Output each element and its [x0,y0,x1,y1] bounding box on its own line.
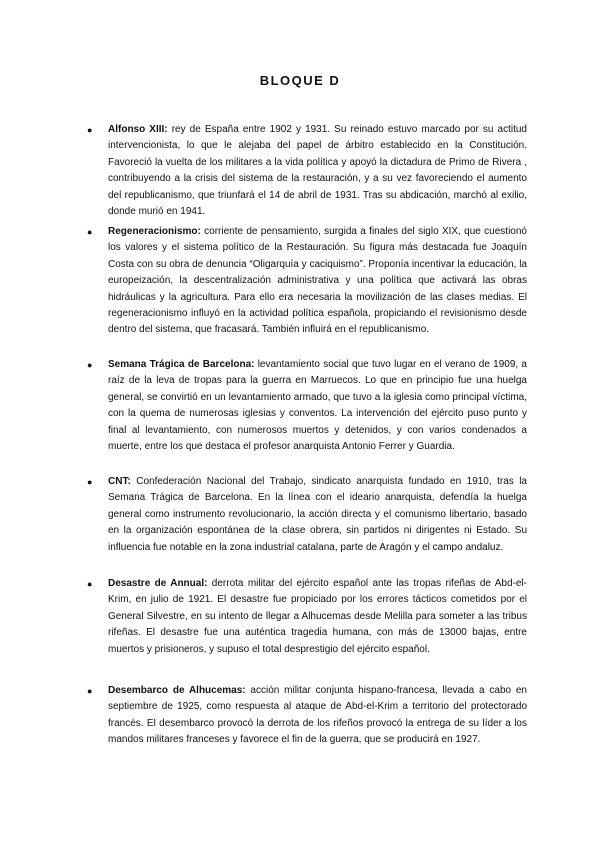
entry-term: Regeneracionismo: [108,226,201,237]
entry-description: rey de España entre 1902 y 1931. Su reinado estuvo marcado por su actitud intervencionista, lo que le alejaba del papel de árbitro establecido en la Constitución. Favoreció la vuelta de los militares a la vida política y apoyó la dictadura de Primo de Rivera , contribuyendo a la crisis del sistema de la restauración, y a su vez favoreciendo el aumento del republicanismo, que triunfará el 14 de abril de 1931. Tras su abdicación, marchó al exilio, donde murió en 1941. [108,124,527,218]
entry-paragraph [108,474,527,556]
list-item-alfonso-xiii [87,122,527,220]
entry-term: Alfonso XIII: [108,124,168,135]
entry-paragraph [108,122,527,220]
entry-term: CNT: [108,476,131,487]
bullet-icon: ● [87,686,93,696]
entry-paragraph [108,683,527,749]
bullet-icon: ● [87,227,93,237]
entry-paragraph [108,224,527,339]
entry-description: corriente de pensamiento, surgida a finales del siglo XIX, que cuestionó los valores y el sistema político de la Restauración. Su figura más destacada fue Joaquín Costa con su obra de denuncia “Oligarquía y caciquismo”. Proponía incentivar la educación, la europeización, la descentralización administrativa y una política que activará las obras hidráulicas y la agricultura. Para ello era necesaria la movilización de las clases medias. El regeneracionismo influyó en la actividad política española, propiciando el revisionismo desde dentro del sistema, que fracasará. También influirá en el republicanismo. [108,226,527,336]
entry-term: Desastre de Annual: [108,578,208,589]
list-item-desastre-annual [87,576,527,658]
entry-paragraph [108,576,527,658]
bullet-icon: ● [87,360,93,370]
page-title: BLOQUE D [259,73,341,88]
bullet-icon: ● [87,579,93,589]
entry-description: derrota militar del ejército español ante las tropas rifeñas de Abd-el-Krim, en julio de 1921. El desastre fue propiciado por los errores tácticos cometidos por el General Silvestre, en su intento de llegar a Alhucemas desde Melilla para someter a las tribus rifeñas. El desastre fue una auténtica tragedia humana, con más de 13000 bajas, entre muertos y prisioneros, y supuso el total desprestigio del ejército español. [108,578,527,655]
entry-description: levantamiento social que tuvo lugar en el verano de 1909, a raíz de la leva de tropas para la guerra en Marruecos. Lo que en principio fue una huelga general, se convirtió en un levantamiento armado, que tuvo a la iglesia como principal víctima, con la quema de numerosas iglesias y conventos. La intervención del ejército puso punto y final al levantamiento, con numerosos muertos y detenidos, y con varios condenados a muerte, entre los que destaca el profesor anarquista Antonio Ferrer y Guardia. [108,359,527,453]
list-item-regeneracionismo [87,224,527,339]
bullet-icon: ● [87,125,93,135]
entry-term: Desembarco de Alhucemas: [108,685,246,696]
entry-description: acción militar conjunta hispano-francesa, llevada a cabo en septiembre de 1925, como respuesta al ataque de Abd-el-Krim a territorio del protectorado francés. El desembarco provocó la derrota de los rifeños provocó la entrega de su líder a los mandos militares franceses y favorece el fin de la guerra, que se producirá en 1927. [108,685,527,746]
list-item-semana-tragica [87,357,527,455]
entry-paragraph [108,357,527,455]
entry-term: Semana Trágica de Barcelona: [108,359,255,370]
bullet-icon: ● [87,477,93,487]
list-item-cnt [87,474,527,556]
list-item-desembarco-alhucemas [87,683,527,749]
entry-description: Confederación Nacional del Trabajo, sindicato anarquista fundado en 1910, tras la Semana Trágica de Barcelona. En la línea con el ideario anarquista, defendía la huelga general como instrumento revolucionario, la acción directa y el comunismo libertario, basado en la organización espontánea de la clase obrera, sin partidos ni dirigentes ni Estado. Su influencia fue notable en la zona industrial catalana, parte de Aragón y el campo andaluz. [108,476,527,553]
